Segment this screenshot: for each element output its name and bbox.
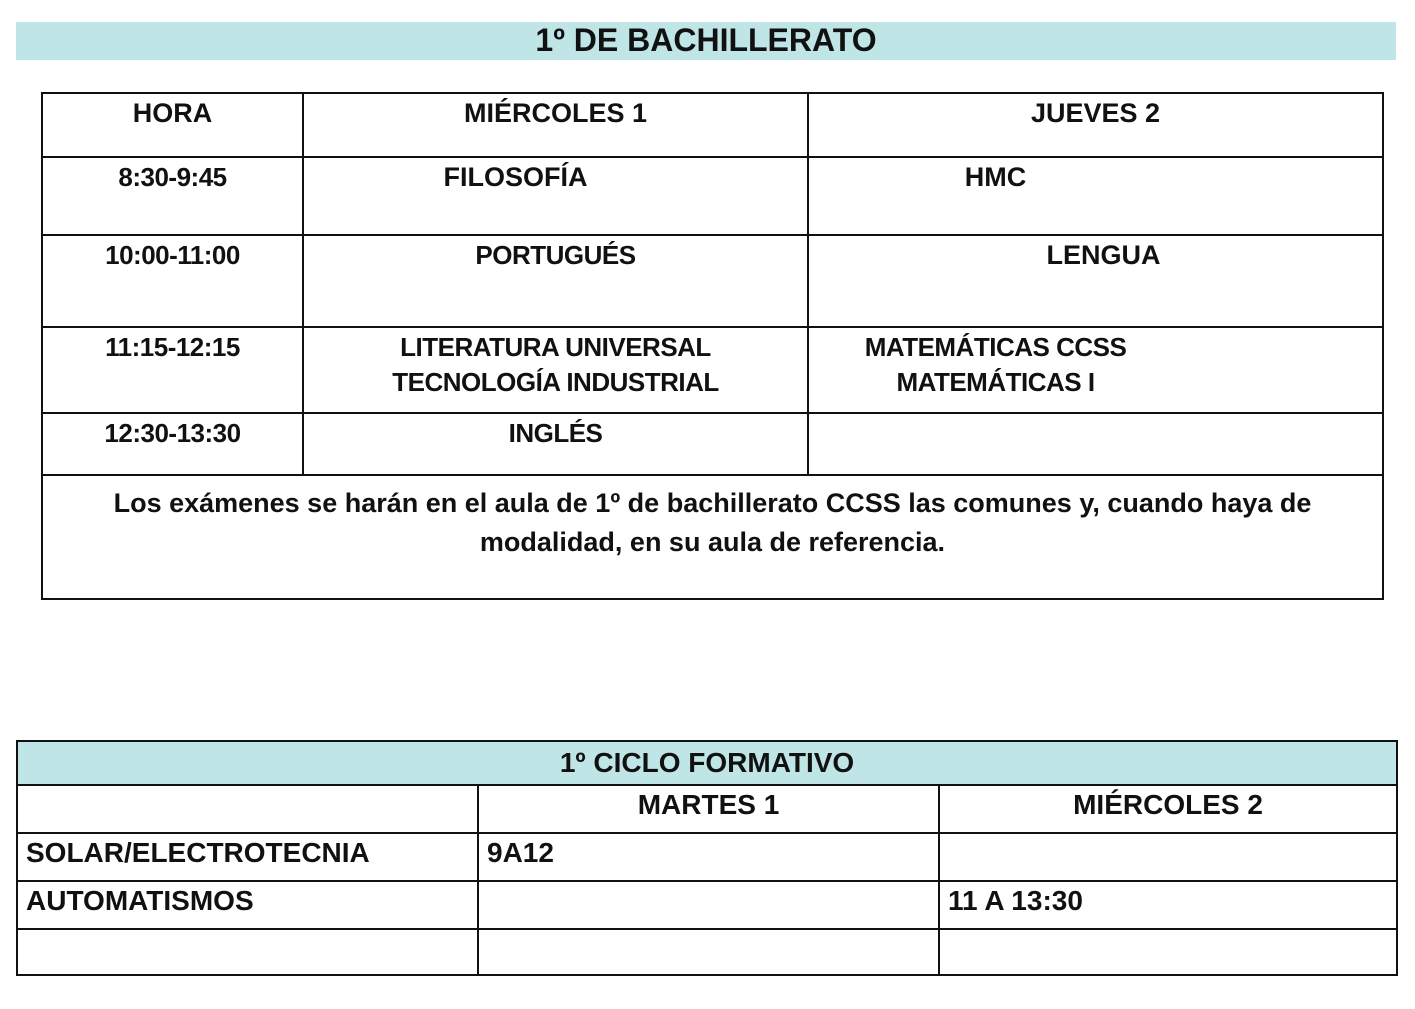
exam-location-note: Los exámenes se harán en el aula de 1º de bachillerato CCSS las comunes y, cuando haya de modalidad, en su aula de referencia. xyxy=(42,475,1383,599)
table-row xyxy=(17,929,1397,975)
table-row xyxy=(17,833,1397,881)
modulo-cell: AUTOMATISMOS xyxy=(17,881,478,929)
bachillerato-exam-table xyxy=(41,92,1384,600)
table-header-row xyxy=(42,93,1383,157)
hora-cell: 12:30-13:30 xyxy=(42,413,303,475)
hora-cell: 11:15-12:15 xyxy=(42,327,303,413)
table-header-row xyxy=(17,785,1397,833)
subject-literatura-universal: LITERATURA UNIVERSAL xyxy=(400,332,711,362)
miercoles-cell xyxy=(303,235,808,327)
header-miercoles-1: MIÉRCOLES 1 xyxy=(303,93,808,157)
modulo-cell: SOLAR/ELECTROTECNIA xyxy=(17,833,478,881)
bachillerato-title: 1º DE BACHILLERATO xyxy=(16,22,1396,60)
miercoles-cell xyxy=(303,413,808,475)
subject-hmc: HMC xyxy=(964,162,1027,192)
jueves-cell xyxy=(808,157,1383,235)
modulo-cell xyxy=(17,929,478,975)
header-jueves-2: JUEVES 2 xyxy=(808,93,1383,157)
subject-matematicas-i: MATEMÁTICAS I xyxy=(896,367,1095,397)
miercoles-cell: 11 A 13:30 xyxy=(939,881,1397,929)
martes-cell xyxy=(478,929,939,975)
table-row xyxy=(42,235,1383,327)
ciclo-formativo-exam-table xyxy=(16,740,1398,976)
subject-portugues: PORTUGUÉS xyxy=(475,240,636,270)
ciclo-title: 1º CICLO FORMATIVO xyxy=(17,741,1397,785)
hora-cell: 8:30-9:45 xyxy=(42,157,303,235)
miercoles-cell xyxy=(939,929,1397,975)
jueves-cell xyxy=(808,327,1383,413)
header-miercoles-2: MIÉRCOLES 2 xyxy=(939,785,1397,833)
hora-cell: 10:00-11:00 xyxy=(42,235,303,327)
header-modulo xyxy=(17,785,478,833)
subject-filosofia: FILOSOFÍA xyxy=(443,162,588,192)
jueves-cell xyxy=(808,413,1383,475)
header-hora: HORA xyxy=(42,93,303,157)
note-row xyxy=(42,475,1383,599)
table-row xyxy=(42,157,1383,235)
martes-cell: 9A12 xyxy=(478,833,939,881)
subject-lengua: LENGUA xyxy=(1046,240,1161,270)
table-row xyxy=(42,413,1383,475)
table-row xyxy=(42,327,1383,413)
table-row xyxy=(17,881,1397,929)
miercoles-cell xyxy=(939,833,1397,881)
ciclo-title-row xyxy=(17,741,1397,785)
martes-cell xyxy=(478,881,939,929)
header-martes-1: MARTES 1 xyxy=(478,785,939,833)
subject-matematicas-ccss: MATEMÁTICAS CCSS xyxy=(864,332,1127,362)
subject-ingles: INGLÉS xyxy=(508,418,603,448)
jueves-cell xyxy=(808,235,1383,327)
subject-tecnologia-industrial: TECNOLOGÍA INDUSTRIAL xyxy=(392,367,719,397)
